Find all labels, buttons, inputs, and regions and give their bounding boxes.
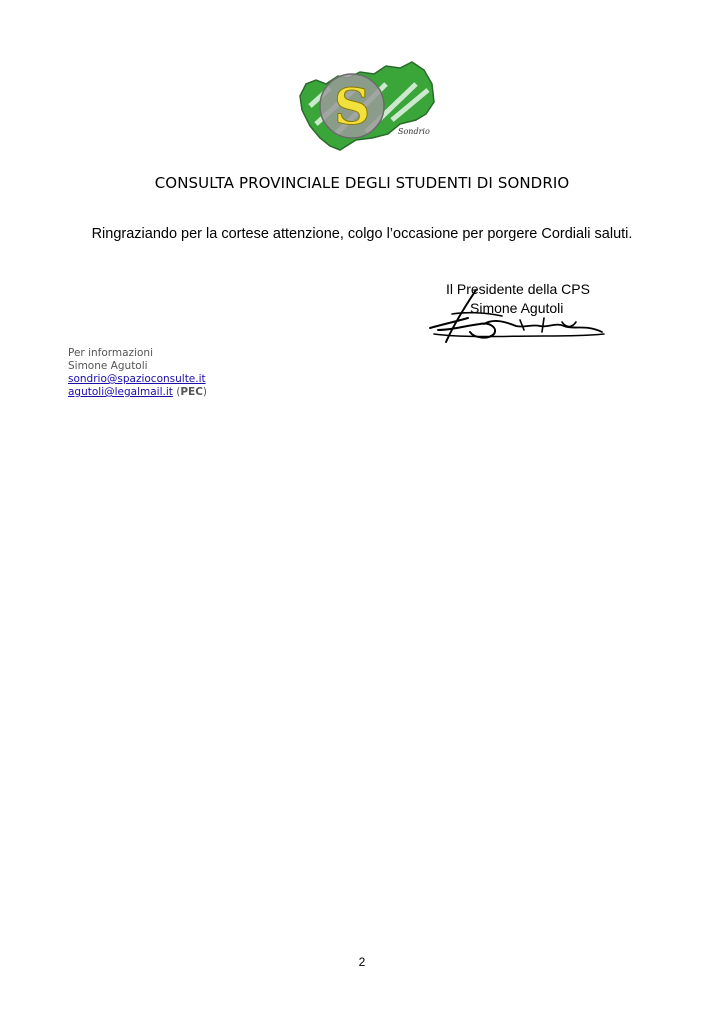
handwritten-signature bbox=[424, 284, 608, 348]
contact-info bbox=[68, 347, 207, 399]
pec-label: PEC bbox=[180, 386, 203, 398]
contact-pec-line: agutoli@legalmail.it (PEC) bbox=[68, 386, 208, 398]
page-number: 2 bbox=[358, 955, 366, 969]
closing-text: Ringraziando per la cortese attenzione, colgo l’occasione per porgere Cordiali saluti. bbox=[91, 226, 633, 242]
logo-caption: Sondrio bbox=[398, 127, 430, 136]
contact-name: Simone Agutoli bbox=[68, 360, 148, 372]
contact-label: Per informazioni bbox=[68, 347, 153, 359]
contact-pec-link[interactable]: agutoli@legalmail.it bbox=[68, 386, 173, 398]
logo-monogram: S bbox=[333, 77, 371, 136]
contact-email-link[interactable]: sondrio@spazioconsulte.it bbox=[68, 373, 206, 385]
cps-logo bbox=[296, 54, 438, 162]
logo-graphic bbox=[296, 54, 438, 162]
organization-heading: CONSULTA PROVINCIALE DEGLI STUDENTI DI SONDRIO bbox=[154, 174, 570, 192]
signatory-title: Il Presidente della CPS bbox=[446, 281, 590, 297]
signatory-name: Simone Agutoli bbox=[470, 300, 564, 316]
